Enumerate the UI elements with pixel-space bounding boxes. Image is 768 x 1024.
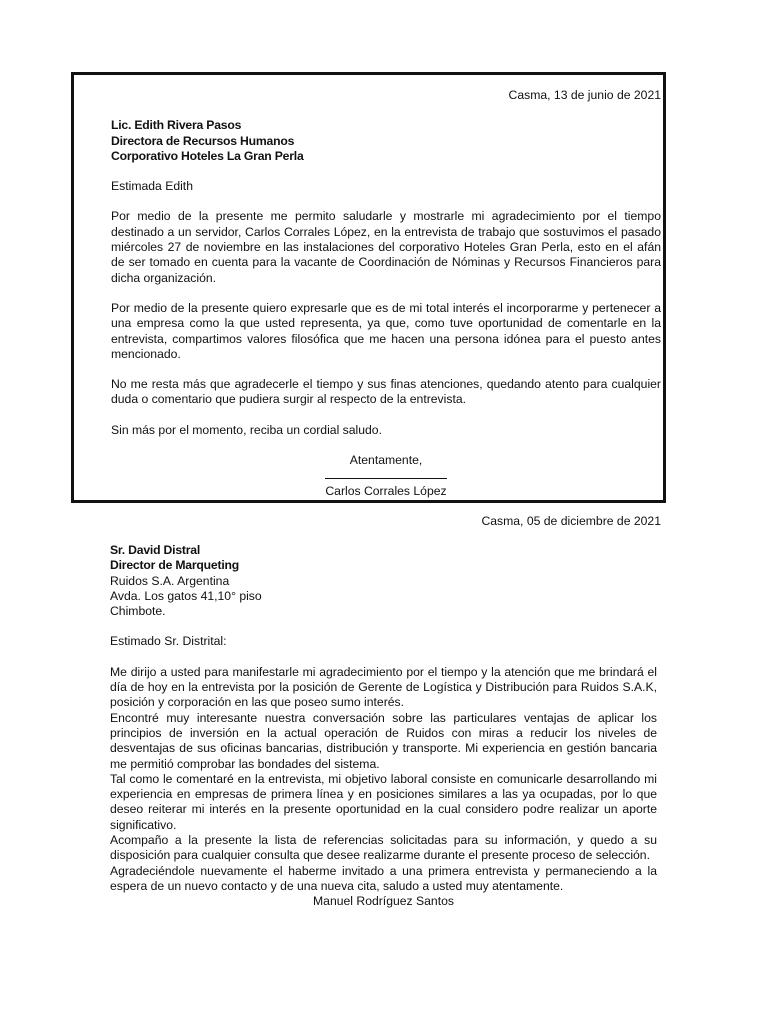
letter-2-recipient-title: Director de Marqueting: [110, 558, 240, 573]
letter-2-paragraph-4: Acompaño a la presente la lista de referencias solicitadas para su información, y quedo a su disposición para cualquier consulta que desee realizarme durante el presente proceso de selección.: [110, 833, 657, 863]
letter-2-paragraph-5: Agradeciéndole nuevamente el haberme invitado a una primera entrevista y permaneciendo a la espera de un nuevo contacto y de una nueva cita, saludo a usted muy atentamente.: [110, 863, 657, 893]
letter-2-city: Chimbote.: [110, 604, 166, 619]
letter-1-paragraph-2: Por medio de la presente quiero expresarle que es de mi total interés el incorporarme y pertenecer a una empresa como la que usted representa, ya que, como tuve oportunidad de comentarle en la entrevista, compartimos valores filosófica que me hacen una persona idónea para el puesto antes mencionado.: [111, 300, 661, 361]
signature-line: [325, 474, 447, 479]
letter-1-closing: Sin más por el momento, reciba un cordial saludo.: [111, 422, 382, 437]
letter-1-footer-date: Casma, 05 de diciembre de 2021: [481, 513, 661, 528]
letter-2-company: Ruidos S.A. Argentina: [110, 573, 230, 588]
letter-2-signature: Manuel Rodríguez Santos: [313, 894, 454, 909]
letter-2-salutation: Estimado Sr. Distrital:: [110, 634, 227, 649]
letter-1-body: [111, 88, 661, 529]
letter-2-paragraph-2: Encontré muy interesante nuestra conversación sobre las particulares ventajas de aplicar los principios de inversión en la actual operación de Ruidos con miras a reducir los niveles de desventajas de sus oficinas bancarias, distribución y transporte. Mi experiencia en gestión bancaria me permitió comprobar las bondades del sistema.: [110, 710, 657, 771]
letter-1-paragraph-1: Por medio de la presente me permito saludarle y mostrarle mi agradecimiento por el tiempo destinado a un servidor, Carlos Corrales López, en la entrevista de trabajo que sostuvimos el pasado miércoles 27 de noviembre en las instalaciones del corporativo Hoteles Gran Perla, esto en el afán de ser tomado en cuenta para la vacante de Coordinación de Nóminas y Recursos Financieros para dicha organización.: [111, 209, 661, 285]
valediction: Atentamente,: [349, 453, 423, 468]
signature-block: [111, 453, 661, 499]
letter-1-signature: Carlos Corrales López: [325, 483, 447, 498]
letter-2-recipient-name: Sr. David Distral: [110, 543, 201, 557]
letter-1-paragraph-3: No me resta más que agradecerle el tiempo y sus finas atenciones, quedando atento para cualquier duda o comentario que pudiera surgir al respecto de la entrevista.: [111, 377, 661, 407]
letter-1-date: Casma, 13 de junio de 2021: [508, 88, 661, 102]
letter-2-body: [110, 543, 657, 910]
letter-1-frame: [71, 72, 666, 528]
letter-2-street: Avda. Los gatos 41,10° piso: [110, 588, 262, 603]
recipient-company: Corporativo Hoteles La Gran Perla: [111, 148, 304, 163]
recipient-title: Directora de Recursos Humanos: [111, 133, 295, 148]
letter-2-paragraph-1: Me dirijo a usted para manifestarle mi agradecimiento por el tiempo y la atención que me brindará el día de hoy en la entrevista por la posición de Gerente de Logística y Distribución para Ruidos S.A.K, posición y corporación en las que poseo sumo interés.: [110, 664, 657, 710]
letter-2-paragraph-3: Tal como le comentaré en la entrevista, mi objetivo laboral consiste en comunicarle desarrollando mi experiencia en empresas de primera línea y en posiciones similares a las ya ocupadas, por lo que deseo reiterar mi interés en la presente oportunidad en la cual considero podre realizar un aporte significativo.: [110, 771, 657, 832]
recipient-name: Lic. Edith Rivera Pasos: [111, 118, 242, 133]
letter-1-salutation: Estimada Edith: [111, 179, 193, 194]
